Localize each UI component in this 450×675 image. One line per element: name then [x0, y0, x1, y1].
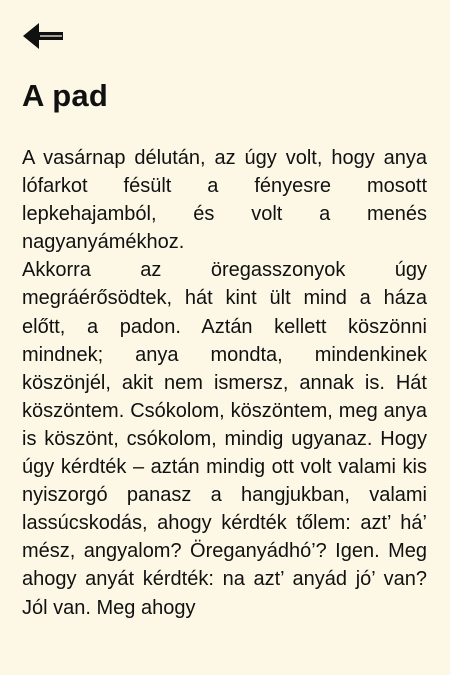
- paragraph-1: A vasárnap délután, az úgy volt, hogy anya lófarkot fésült a fényesre mosott lepkehajamból, és volt a menés nagyanyámékhoz.: [22, 147, 427, 254]
- left-arrow-icon: [22, 20, 64, 52]
- page-title: A pad: [22, 78, 108, 113]
- paragraph-2: Akkorra az öregasszonyok úgy megráérősödtek, hát kint ült mind a háza előtt, a padon. Aztán kellett köszönni mindnek; anya mondta, mindenkinek köszönjél, akit nem ismersz, annak is. Hát köszöntem. Csókolom, köszöntem, meg anya is köszönt, csókolom, mindig ugyanaz. Hogy úgy kérdték – aztán mindig ott volt valami kis nyiszorgó panasz a hangjukban, valami lassúcskodás, ahogy kérdték tőlem: azt’ há’ mész, angyalom? Öreganyádhó’? Igen. Meg ahogy anyát kérdték: na azt’ anyád jó’ van? Jól van. Meg ahogy: [22, 259, 427, 619]
- article-body: [22, 144, 427, 622]
- back-button[interactable]: [22, 20, 64, 52]
